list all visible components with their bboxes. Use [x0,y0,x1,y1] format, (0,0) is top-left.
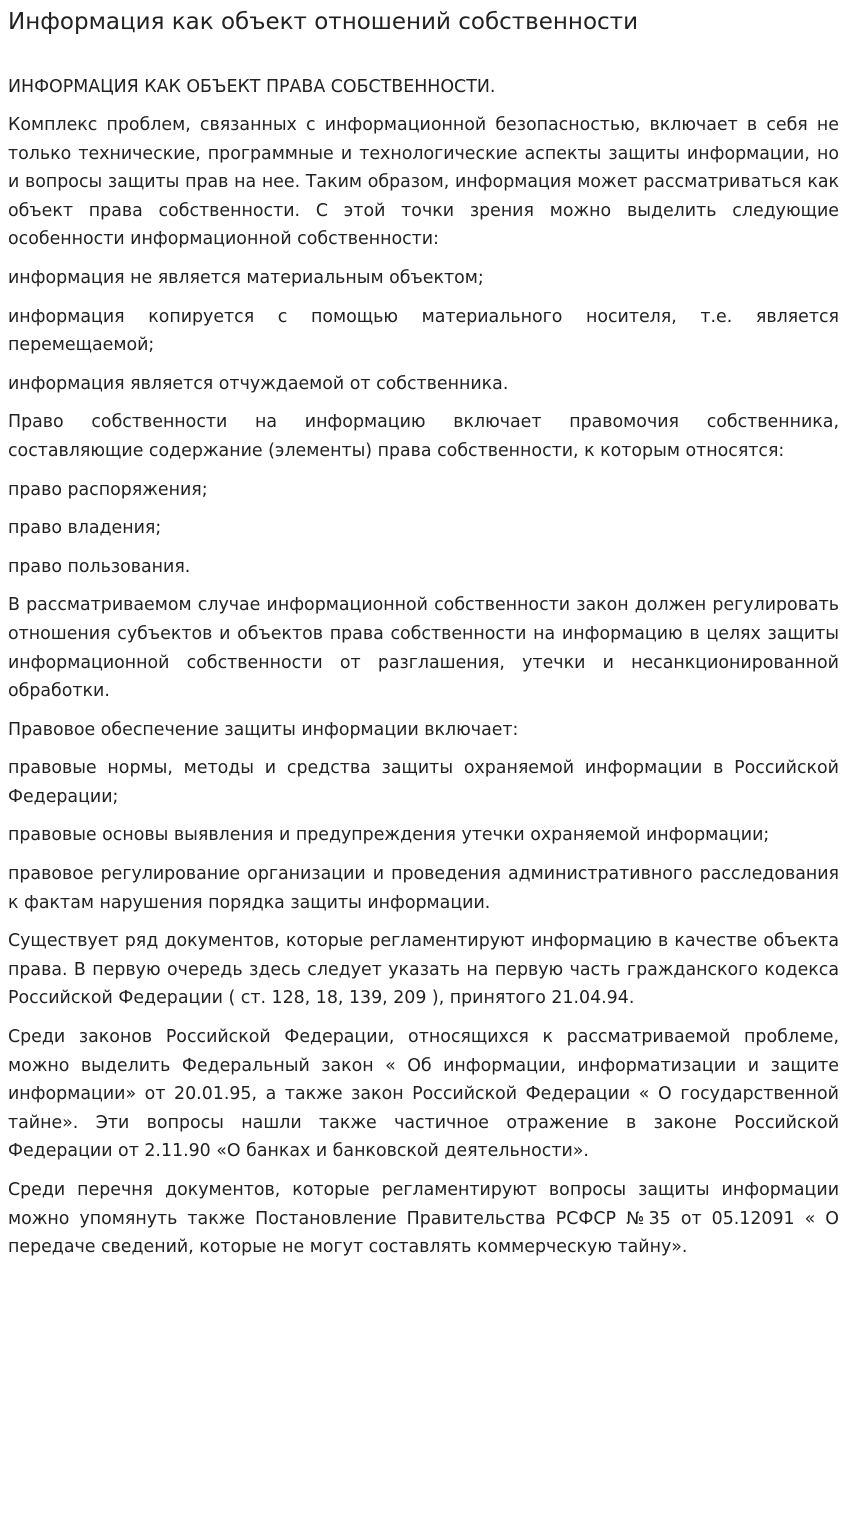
paragraph-government-decree: Среди перечня документов, которые регламентируют вопросы защиты информации можно упомянуть также Постановление Правительства РСФСР №35 от 05.12091 « О передаче сведений, которые не могут составлять коммерческую тайну». [8,1180,839,1258]
list-item: информация копируется с помощью материального носителя, т.е. является перемещаемой; [8,306,839,356]
list-item: информация является отчуждаемой от собственника. [8,373,509,394]
list-item: право владения; [8,518,162,539]
paragraph-legal-support: Правовое обеспечение защиты информации включает: [8,719,519,740]
section-heading: ИНФОРМАЦИЯ КАК ОБЪЕКТ ПРАВА СОБСТВЕННОСТИ. [8,77,496,97]
list-item: право пользования. [8,556,191,577]
list-item: право распоряжения; [8,479,208,500]
paragraph-federal-laws: Среди законов Российской Федерации, относящихся к рассматриваемой проблеме, можно выделить Федеральный закон « Об информации, информатизации и защите информации» от 20.01.95, а также закон Российской Федерации « О государственной тайне». Эти вопросы нашли также частичное отражение в законе Российской Федерации от 2.11.90 «О банках и банковской деятельности». [8,1027,839,1162]
paragraph-ownership-rights: Право собственности на информацию включает правомочия собственника, составляющие содержание (элементы) права собственности, к которым относятся: [8,412,839,461]
page-title: Информация как объект отношений собственности [8,9,639,35]
list-item: информация не является материальным объектом; [8,267,484,288]
paragraph-law-regulation: В рассматриваемом случае информационной собственности закон должен регулировать отношения субъектов и объектов права собственности на информацию в целях защиты информационной собственности от разглашения, утечки и несанкционированной обработки. [8,595,839,702]
list-item: правовые основы выявления и предупреждения утечки охраняемой информации; [8,825,770,846]
list-item: правовые нормы, методы и средства защиты охраняемой информации в Российской Федерации; [8,758,839,807]
paragraph-documents: Существует ряд документов, которые регламентируют информацию в качестве объекта права. В первую очередь здесь следует указать на первую часть гражданского кодекса Российской Федерации ( ст. 128, 18, 139, 209 ), принятого 21.04.94. [8,931,839,1009]
list-item: правовое регулирование организации и проведения административного расследования к фактам нарушения порядка защиты информации. [8,864,839,913]
paragraph-intro: Комплекс проблем, связанных с информационной безопасностью, включает в себя не только технические, программные и технологические аспекты защиты информации, но и вопросы защиты прав на нее. Таким образом, информация может рассматриваться как объект права собственности. С этой точки зрения можно выделить следующие особенности информационной собственности: [8,115,839,250]
